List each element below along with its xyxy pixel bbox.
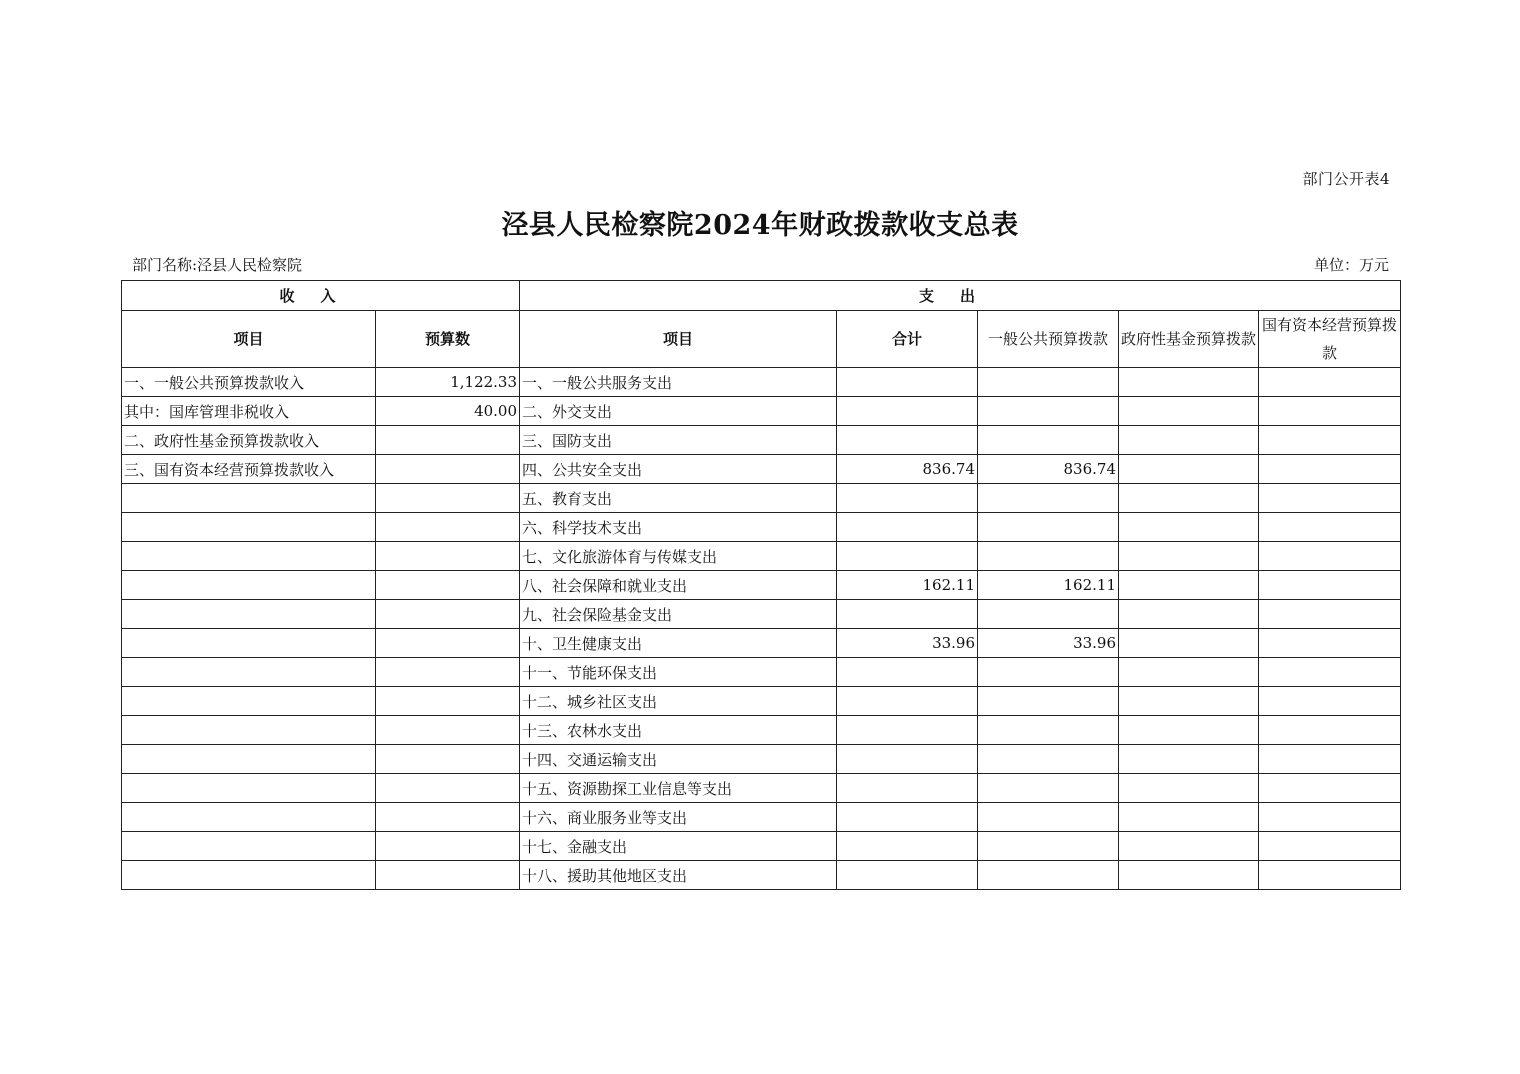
state-capital-cell bbox=[1259, 368, 1401, 397]
gov-fund-cell bbox=[1119, 513, 1259, 542]
general-budget-cell bbox=[978, 426, 1119, 455]
gov-fund-cell bbox=[1119, 455, 1259, 484]
table-row bbox=[122, 774, 1401, 803]
column-header-row bbox=[122, 311, 1401, 368]
section-header-row bbox=[122, 281, 1401, 311]
gov-fund-cell bbox=[1119, 571, 1259, 600]
income-budget-cell bbox=[376, 484, 520, 513]
income-budget-cell bbox=[376, 658, 520, 687]
income-item-cell bbox=[122, 513, 376, 542]
table-row bbox=[122, 687, 1401, 716]
total-cell bbox=[837, 716, 978, 745]
table-row bbox=[122, 861, 1401, 890]
income-budget-cell: 1,122.33 bbox=[376, 368, 520, 397]
expense-item-cell: 十一、节能环保支出 bbox=[520, 658, 837, 687]
general-budget-cell bbox=[978, 716, 1119, 745]
total-cell bbox=[837, 745, 978, 774]
income-budget-cell bbox=[376, 455, 520, 484]
income-budget-cell bbox=[376, 600, 520, 629]
income-budget-header: 预算数 bbox=[376, 311, 520, 368]
total-cell bbox=[837, 600, 978, 629]
gov-fund-cell bbox=[1119, 716, 1259, 745]
income-item-cell bbox=[122, 658, 376, 687]
table-row bbox=[122, 484, 1401, 513]
state-capital-cell bbox=[1259, 658, 1401, 687]
expense-item-cell: 七、文化旅游体育与传媒支出 bbox=[520, 542, 837, 571]
unit-label: 单位：万元 bbox=[1313, 256, 1389, 274]
table-row bbox=[122, 803, 1401, 832]
table-row bbox=[122, 629, 1401, 658]
table-row bbox=[122, 513, 1401, 542]
income-item-cell bbox=[122, 571, 376, 600]
gov-fund-cell bbox=[1119, 600, 1259, 629]
general-budget-cell bbox=[978, 397, 1119, 426]
table-row bbox=[122, 600, 1401, 629]
state-capital-cell bbox=[1259, 716, 1401, 745]
income-budget-cell bbox=[376, 745, 520, 774]
state-capital-cell bbox=[1259, 484, 1401, 513]
expense-item-cell: 十二、城乡社区支出 bbox=[520, 687, 837, 716]
total-cell: 836.74 bbox=[837, 455, 978, 484]
expense-item-header: 项目 bbox=[520, 311, 837, 368]
total-cell bbox=[837, 687, 978, 716]
income-budget-cell bbox=[376, 803, 520, 832]
state-capital-cell bbox=[1259, 861, 1401, 890]
expense-item-cell: 十七、金融支出 bbox=[520, 832, 837, 861]
income-budget-cell bbox=[376, 542, 520, 571]
expense-section-header: 支出 bbox=[520, 281, 1401, 311]
gov-fund-cell bbox=[1119, 774, 1259, 803]
state-capital-cell bbox=[1259, 571, 1401, 600]
income-section-header: 收入 bbox=[122, 281, 520, 311]
general-budget-cell bbox=[978, 745, 1119, 774]
expense-item-cell: 十五、资源勘探工业信息等支出 bbox=[520, 774, 837, 803]
gov-fund-cell bbox=[1119, 803, 1259, 832]
expense-item-cell: 八、社会保障和就业支出 bbox=[520, 571, 837, 600]
income-budget-cell bbox=[376, 774, 520, 803]
state-capital-cell bbox=[1259, 832, 1401, 861]
income-budget-cell bbox=[376, 629, 520, 658]
page-title: 泾县人民检察院2024年财政拨款收支总表 bbox=[501, 210, 1019, 241]
state-capital-cell bbox=[1259, 513, 1401, 542]
income-budget-cell bbox=[376, 571, 520, 600]
total-cell bbox=[837, 368, 978, 397]
income-item-cell bbox=[122, 542, 376, 571]
expense-item-cell: 五、教育支出 bbox=[520, 484, 837, 513]
total-cell bbox=[837, 542, 978, 571]
total-cell: 33.96 bbox=[837, 629, 978, 658]
income-item-cell bbox=[122, 716, 376, 745]
state-capital-cell bbox=[1259, 687, 1401, 716]
income-budget-cell bbox=[376, 716, 520, 745]
state-capital-cell bbox=[1259, 455, 1401, 484]
general-budget-cell: 836.74 bbox=[978, 455, 1119, 484]
table-row bbox=[122, 745, 1401, 774]
state-capital-cell bbox=[1259, 600, 1401, 629]
expense-item-cell: 四、公共安全支出 bbox=[520, 455, 837, 484]
income-item-cell bbox=[122, 745, 376, 774]
fiscal-appropriation-table bbox=[121, 280, 1401, 890]
income-budget-cell bbox=[376, 861, 520, 890]
total-cell bbox=[837, 803, 978, 832]
sheet-label: 部门公开表4 bbox=[1302, 170, 1390, 188]
income-item-cell bbox=[122, 832, 376, 861]
total-cell bbox=[837, 774, 978, 803]
department-name: 部门名称:泾县人民检察院 bbox=[132, 256, 303, 274]
income-budget-cell bbox=[376, 426, 520, 455]
general-budget-cell bbox=[978, 484, 1119, 513]
general-budget-cell bbox=[978, 658, 1119, 687]
table-row bbox=[122, 368, 1401, 397]
table-row bbox=[122, 542, 1401, 571]
gov-fund-cell bbox=[1119, 861, 1259, 890]
general-budget-cell bbox=[978, 368, 1119, 397]
state-capital-cell bbox=[1259, 803, 1401, 832]
income-item-cell: 其中：国库管理非税收入 bbox=[122, 397, 376, 426]
expense-item-cell: 二、外交支出 bbox=[520, 397, 837, 426]
total-cell bbox=[837, 484, 978, 513]
state-capital-cell bbox=[1259, 542, 1401, 571]
general-budget-header: 一般公共预算拨款 bbox=[978, 311, 1119, 368]
expense-item-cell: 十八、援助其他地区支出 bbox=[520, 861, 837, 890]
total-header: 合计 bbox=[837, 311, 978, 368]
gov-fund-header: 政府性基金预算拨款 bbox=[1119, 311, 1259, 368]
gov-fund-cell bbox=[1119, 658, 1259, 687]
expense-item-cell: 十四、交通运输支出 bbox=[520, 745, 837, 774]
total-cell bbox=[837, 658, 978, 687]
table-row bbox=[122, 832, 1401, 861]
total-cell bbox=[837, 861, 978, 890]
gov-fund-cell bbox=[1119, 542, 1259, 571]
general-budget-cell bbox=[978, 542, 1119, 571]
gov-fund-cell bbox=[1119, 397, 1259, 426]
total-cell: 162.11 bbox=[837, 571, 978, 600]
state-capital-cell bbox=[1259, 426, 1401, 455]
expense-item-cell: 三、国防支出 bbox=[520, 426, 837, 455]
general-budget-cell bbox=[978, 861, 1119, 890]
general-budget-cell bbox=[978, 687, 1119, 716]
income-item-cell bbox=[122, 774, 376, 803]
general-budget-cell bbox=[978, 803, 1119, 832]
table-row bbox=[122, 426, 1401, 455]
table-row bbox=[122, 658, 1401, 687]
general-budget-cell bbox=[978, 513, 1119, 542]
income-budget-cell bbox=[376, 832, 520, 861]
income-item-cell bbox=[122, 629, 376, 658]
table-row bbox=[122, 716, 1401, 745]
income-item-cell bbox=[122, 803, 376, 832]
expense-item-cell: 一、一般公共服务支出 bbox=[520, 368, 837, 397]
general-budget-cell bbox=[978, 832, 1119, 861]
expense-item-cell: 十、卫生健康支出 bbox=[520, 629, 837, 658]
expense-item-cell: 十三、农林水支出 bbox=[520, 716, 837, 745]
table-row bbox=[122, 397, 1401, 426]
total-cell bbox=[837, 426, 978, 455]
gov-fund-cell bbox=[1119, 484, 1259, 513]
total-cell bbox=[837, 832, 978, 861]
state-capital-cell bbox=[1259, 745, 1401, 774]
general-budget-cell bbox=[978, 600, 1119, 629]
state-capital-cell bbox=[1259, 774, 1401, 803]
income-item-cell: 二、政府性基金预算拨款收入 bbox=[122, 426, 376, 455]
income-item-cell bbox=[122, 600, 376, 629]
gov-fund-cell bbox=[1119, 745, 1259, 774]
income-item-header: 项目 bbox=[122, 311, 376, 368]
income-item-cell bbox=[122, 484, 376, 513]
gov-fund-cell bbox=[1119, 629, 1259, 658]
state-capital-cell bbox=[1259, 397, 1401, 426]
income-item-cell: 三、国有资本经营预算拨款收入 bbox=[122, 455, 376, 484]
total-cell bbox=[837, 513, 978, 542]
expense-item-cell: 六、科学技术支出 bbox=[520, 513, 837, 542]
gov-fund-cell bbox=[1119, 368, 1259, 397]
gov-fund-cell bbox=[1119, 687, 1259, 716]
general-budget-cell bbox=[978, 774, 1119, 803]
state-capital-header: 国有资本经营预算拨款 bbox=[1259, 311, 1401, 368]
income-item-cell bbox=[122, 687, 376, 716]
table-row bbox=[122, 455, 1401, 484]
state-capital-cell bbox=[1259, 629, 1401, 658]
table-row bbox=[122, 571, 1401, 600]
gov-fund-cell bbox=[1119, 426, 1259, 455]
expense-item-cell: 九、社会保险基金支出 bbox=[520, 600, 837, 629]
income-budget-cell: 40.00 bbox=[376, 397, 520, 426]
expense-item-cell: 十六、商业服务业等支出 bbox=[520, 803, 837, 832]
general-budget-cell: 162.11 bbox=[978, 571, 1119, 600]
income-item-cell bbox=[122, 861, 376, 890]
general-budget-cell: 33.96 bbox=[978, 629, 1119, 658]
income-budget-cell bbox=[376, 687, 520, 716]
gov-fund-cell bbox=[1119, 832, 1259, 861]
total-cell bbox=[837, 397, 978, 426]
income-budget-cell bbox=[376, 513, 520, 542]
income-item-cell: 一、一般公共预算拨款收入 bbox=[122, 368, 376, 397]
